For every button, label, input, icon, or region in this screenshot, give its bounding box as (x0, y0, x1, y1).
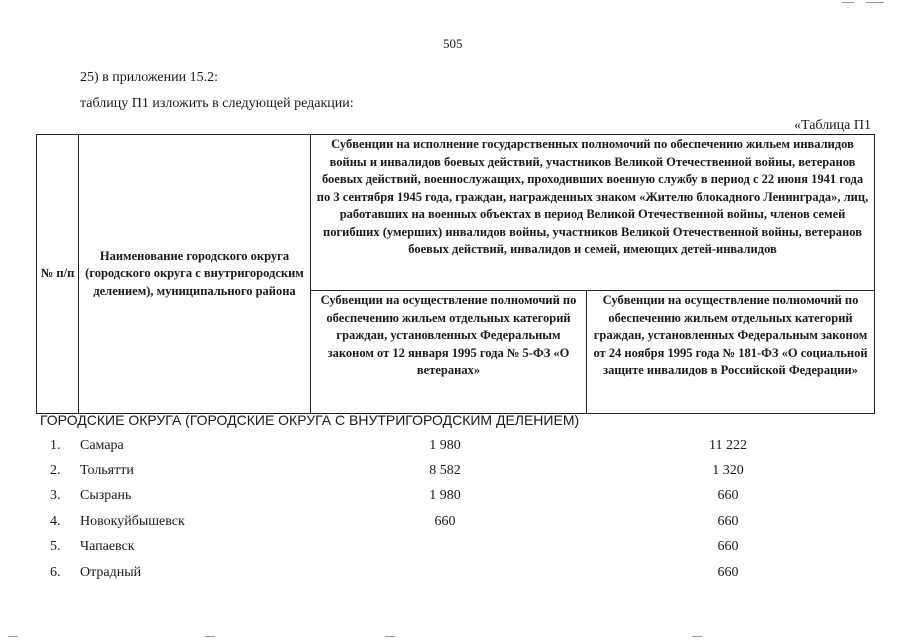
scan-mark (866, 2, 884, 3)
row-value-fz-181: 11 222 (709, 438, 747, 453)
row-value-fz-181: 1 320 (712, 463, 744, 478)
row-name: Сызрань (80, 488, 132, 503)
row-number: 1. (50, 438, 61, 453)
row-value-fz-181: 660 (717, 539, 739, 554)
table-row (0, 488, 905, 512)
row-value-fz-5: 1 980 (429, 438, 461, 453)
row-value-fz-181: 660 (717, 565, 739, 580)
column-header-number: № п/п (37, 135, 79, 414)
column-header-name: Наименование городского округа (городского округа с внутригородским делением), муниципального района (79, 135, 311, 414)
table-row (0, 438, 905, 462)
column-header-subventions: Субвенции на исполнение государственных полномочий по обеспечению жильем инвалидов войны и инвалидов боевых действий, участников Великой Отечественной войны, ветеранов боевых действий, военнослужащих, проходивших военную службу в период с 22 июня 1941 года по 3 сентября 1945 года, граждан, награжденных знаком «Жителю блокадного Ленинграда», лиц, работавших на военных объектах в период Великой Отечественной войны, членов семей погибших (умерших) инвалидов войны, участников Великой Отечественной войны, ветеранов боевых действий, инвалидов и семей, имеющих детей-инвалидов (311, 135, 875, 291)
row-value-fz-181: 660 (717, 514, 739, 529)
row-number: 6. (50, 565, 61, 580)
row-number: 4. (50, 514, 61, 529)
row-number: 2. (50, 463, 61, 478)
section-heading: ГОРОДСКИЕ ОКРУГА (ГОРОДСКИЕ ОКРУГА С ВНУТРИГОРОДСКИМ ДЕЛЕНИЕМ) (40, 412, 580, 428)
row-value-fz-181: 660 (717, 488, 739, 503)
table-row (0, 463, 905, 487)
scan-mark (692, 636, 702, 637)
table-row (0, 539, 905, 563)
intro-line-1: 25) в приложении 15.2: (80, 70, 218, 85)
row-name: Тольятти (80, 463, 134, 478)
table-row (0, 565, 905, 589)
row-name: Отрадный (80, 565, 142, 580)
intro-line-2: таблицу П1 изложить в следующей редакции: (80, 96, 354, 111)
row-value-fz-5: 8 582 (429, 463, 461, 478)
scan-mark (205, 636, 215, 637)
column-header-fz-5: Субвенции на осуществление полномочий по обеспечению жильем отдельных категорий граждан, установленных Федеральным законом от 12 января 1995 года № 5-ФЗ «О ветеранах» (311, 291, 587, 414)
table-row (0, 514, 905, 538)
header-table (36, 134, 875, 414)
row-value-fz-5: 660 (434, 514, 456, 529)
scan-mark (8, 636, 18, 637)
row-value-fz-5: 1 980 (429, 488, 461, 503)
page-number: 505 (443, 36, 463, 51)
scan-mark (385, 636, 395, 637)
table-caption: «Таблица П1 (794, 118, 871, 133)
column-header-fz-181: Субвенции на осуществление полномочий по обеспечению жильем отдельных категорий граждан, установленных Федеральным законом от 24 ноября 1995 года № 181-ФЗ «О социальной защите инвалидов в Российской Федерации» (587, 291, 875, 414)
row-number: 3. (50, 488, 61, 503)
row-name: Чапаевск (80, 539, 135, 554)
row-name: Самара (80, 438, 124, 453)
row-number: 5. (50, 539, 61, 554)
scan-mark (842, 2, 854, 3)
row-name: Новокуйбышевск (80, 514, 185, 529)
